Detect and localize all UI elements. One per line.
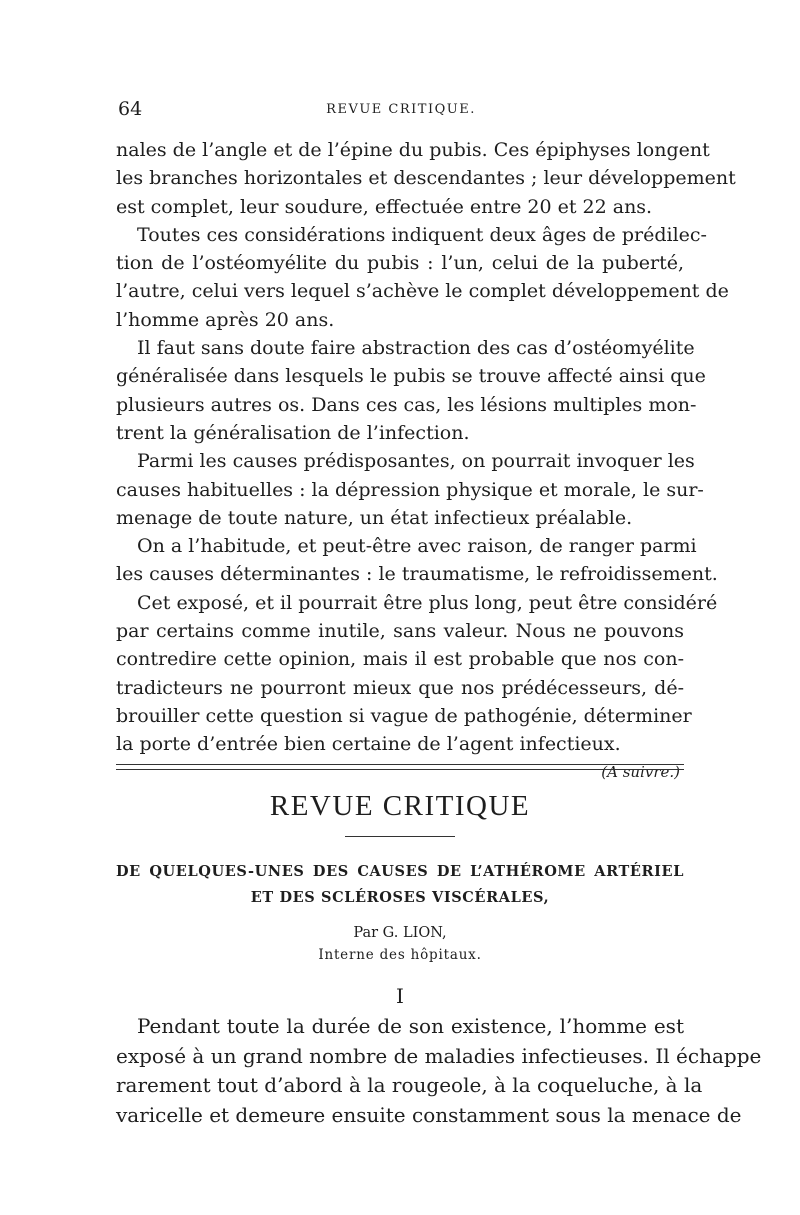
to-be-continued-note: (A suivre.) bbox=[601, 762, 680, 781]
section-numeral: I bbox=[396, 984, 404, 1008]
text-line: les branches horizontales et descendantes ; leur développement bbox=[116, 167, 736, 190]
article-title-line-2: ET DES SCLÉROSES VISCÉRALES, bbox=[250, 889, 550, 906]
body-lines-2 bbox=[116, 1012, 762, 1130]
text-line: plusieurs autres os. Dans ces cas, les lésions multiples mon- bbox=[116, 393, 697, 416]
text-line: généralisée dans lesquels le pubis se trouve affecté ainsi que bbox=[116, 365, 706, 388]
text-line: l’homme après 20 ans. bbox=[116, 308, 335, 331]
text-line: varicelle et demeure ensuite constamment sous la menace de bbox=[116, 1102, 742, 1127]
section-heading: REVUE CRITIQUE bbox=[269, 790, 531, 822]
text-line: la porte d’entrée bien certaine de l’agent infectieux. bbox=[116, 733, 621, 756]
text-line: Parmi les causes prédisposantes, on pourrait invoquer les bbox=[137, 450, 695, 473]
article-title bbox=[116, 859, 684, 911]
text-line: Il faut sans doute faire abstraction des cas d’ostéomyélite bbox=[137, 337, 695, 360]
text-line: tradicteurs ne pourront mieux que nos prédécesseurs, dé- bbox=[116, 676, 684, 699]
text-line: brouiller cette question si vague de pathogénie, déterminer bbox=[116, 704, 692, 727]
text-line: nales de l’angle et de l’épine du pubis. Ces épiphyses longent bbox=[116, 139, 710, 161]
running-title: REVUE CRITIQUE. bbox=[326, 102, 476, 117]
author-byline: Par G. LION, bbox=[353, 925, 447, 941]
text-line: trent la généralisation de l’infection. bbox=[116, 421, 470, 444]
text-line: Toutes ces considérations indiquent deux âges de prédilec- bbox=[137, 223, 707, 246]
text-line: causes habituelles : la dépression physique et morale, le sur- bbox=[116, 478, 704, 501]
text-line: est complet, leur soudure, effectuée entre 20 et 22 ans. bbox=[116, 195, 653, 218]
text-line: Cet exposé, et il pourrait être plus long, peut être considéré bbox=[137, 591, 718, 614]
double-rule-divider bbox=[116, 764, 684, 770]
text-line: contredire cette opinion, mais il est probable que nos con- bbox=[116, 648, 684, 671]
text-line: On a l’habitude, et peut-être avec raison, de ranger parmi bbox=[137, 535, 697, 558]
page-number: 64 bbox=[118, 98, 143, 120]
running-head bbox=[118, 98, 684, 124]
short-rule-divider bbox=[345, 836, 455, 837]
author-affiliation: Interne des hôpitaux. bbox=[318, 947, 482, 963]
article-title-line-1: DE QUELQUES-UNES DES CAUSES DE L’ATHÉROME ARTÉRIEL bbox=[116, 863, 684, 880]
text-line: l’autre, celui vers lequel s’achève le complet développement de bbox=[116, 280, 729, 303]
text-line: par certains comme inutile, sans valeur. Nous ne pouvons bbox=[116, 620, 684, 643]
text-line: rarement tout d’abord à la rougeole, à la coqueluche, à la bbox=[116, 1073, 703, 1097]
text-line: menage de toute nature, un état infectieux préalable. bbox=[116, 506, 633, 529]
text-line: Pendant toute la durée de son existence, l’homme est bbox=[137, 1014, 684, 1038]
body-text-continued bbox=[116, 136, 736, 785]
body-text-new-article bbox=[116, 1012, 762, 1130]
body-lines bbox=[116, 136, 736, 759]
text-line: exposé à un grand nombre de maladies infectieuses. Il échappe bbox=[116, 1043, 762, 1068]
text-line: les causes déterminantes : le traumatisme, le refroidissement. bbox=[116, 563, 718, 586]
text-line: tion de l’ostéomyélite du pubis : l’un, celui de la puberté, bbox=[116, 252, 684, 275]
